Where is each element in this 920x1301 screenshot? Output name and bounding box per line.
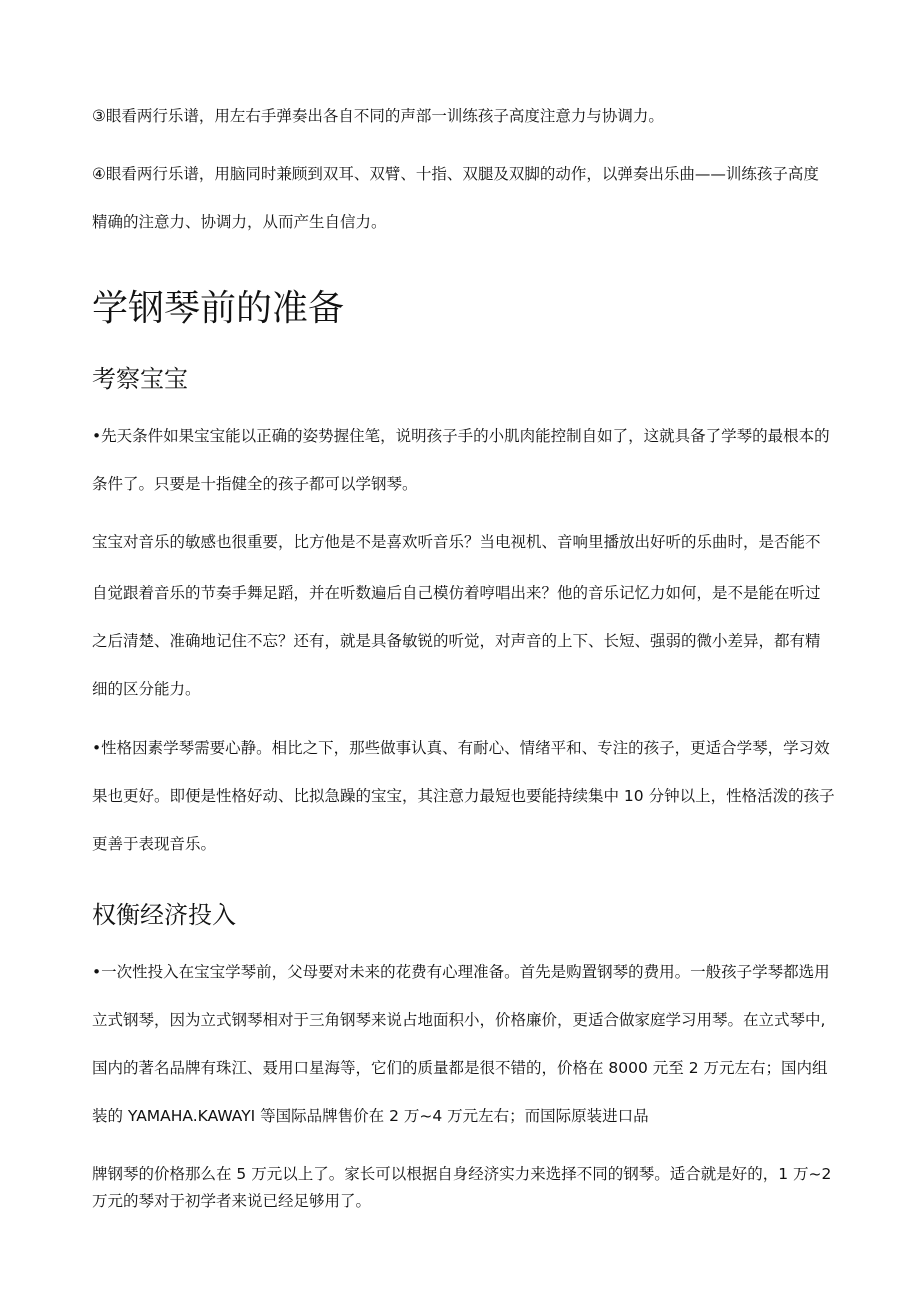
paragraph-music-line-4: 细的区分能力。 [92,680,201,698]
paragraph-innate-line-1: •先天条件如果宝宝能以正确的姿势握住笔，说明孩子手的小肌肉能控制自如了，这就具备了学琴的最根本的 [92,427,830,445]
paragraph-point-4-line-1: ④眼看两行乐谱，用脑同时兼顾到双耳、双臂、十指、双腿及双脚的动作，以弹奏出乐曲——训练孩子高度 [92,165,819,183]
heading-observe-baby: 考察宝宝 [92,365,188,393]
paragraph-cost-line-2: 立式钢琴，因为立式钢琴相对于三角钢琴来说占地面积小，价格廉价，更适合做家庭学习用琴。在立式琴中, [92,1011,826,1029]
paragraph-point-4-line-2: 精确的注意力、协调力，从而产生自信力。 [92,213,387,231]
paragraph-innate-line-2: 条件了。只要是十指健全的孩子都可以学钢琴。 [92,475,418,493]
paragraph-price-line-1: 牌钢琴的价格那么在 5 万元以上了。家长可以根据自身经济实力来选择不同的钢琴。适合就是好的，1 万~2 [92,1165,832,1183]
paragraph-personality-line-1: •性格因素学琴需要心静。相比之下，那些做事认真、有耐心、情绪平和、专注的孩子，更适合学琴，学习效 [92,739,830,757]
paragraph-cost-line-4: 装的 YAMAHA.KAWAYI 等国际品牌售价在 2 万~4 万元左右；而国际原装进口品 [92,1107,649,1125]
paragraph-point-3: ③眼看两行乐谱，用左右手弹奏出各自不同的声部一训练孩子高度注意力与协调力。 [92,107,664,125]
paragraph-personality-line-2: 果也更好。即便是性格好动、比拟急躁的宝宝，其注意力最短也要能持续集中 10 分钟以上，性格活泼的孩子 [92,787,835,805]
paragraph-price-line-2: 万元的琴对于初学者来说已经足够用了。 [92,1192,372,1210]
heading-economic-input: 权衡经济投入 [92,901,236,929]
paragraph-music-line-1: 宝宝对音乐的敏感也很重要，比方他是不是喜欢听音乐？当电视机、音响里播放出好听的乐曲时，是否能不 [92,533,821,551]
paragraph-personality-line-3: 更善于表现音乐。 [92,835,217,853]
paragraph-music-line-2: 自觉跟着音乐的节奏手舞足蹈，并在听数遍后自己模仿着哼唱出来？他的音乐记忆力如何，是不是能在听过 [92,584,821,602]
paragraph-music-line-3: 之后清楚、准确地记住不忘？还有，就是具备敏锐的听觉，对声音的上下、长短、强弱的微小差异，都有精 [92,632,821,650]
heading-preparation: 学钢琴前的准备 [92,288,345,329]
paragraph-cost-line-1: •一次性投入在宝宝学琴前，父母要对未来的花费有心理准备。首先是购置钢琴的费用。一般孩子学琴都选用 [92,963,830,981]
paragraph-cost-line-3: 国内的著名品牌有珠江、聂用口星海等，它们的质量都是很不错的，价格在 8000 元至 2 万元左右；国内组 [92,1059,828,1077]
